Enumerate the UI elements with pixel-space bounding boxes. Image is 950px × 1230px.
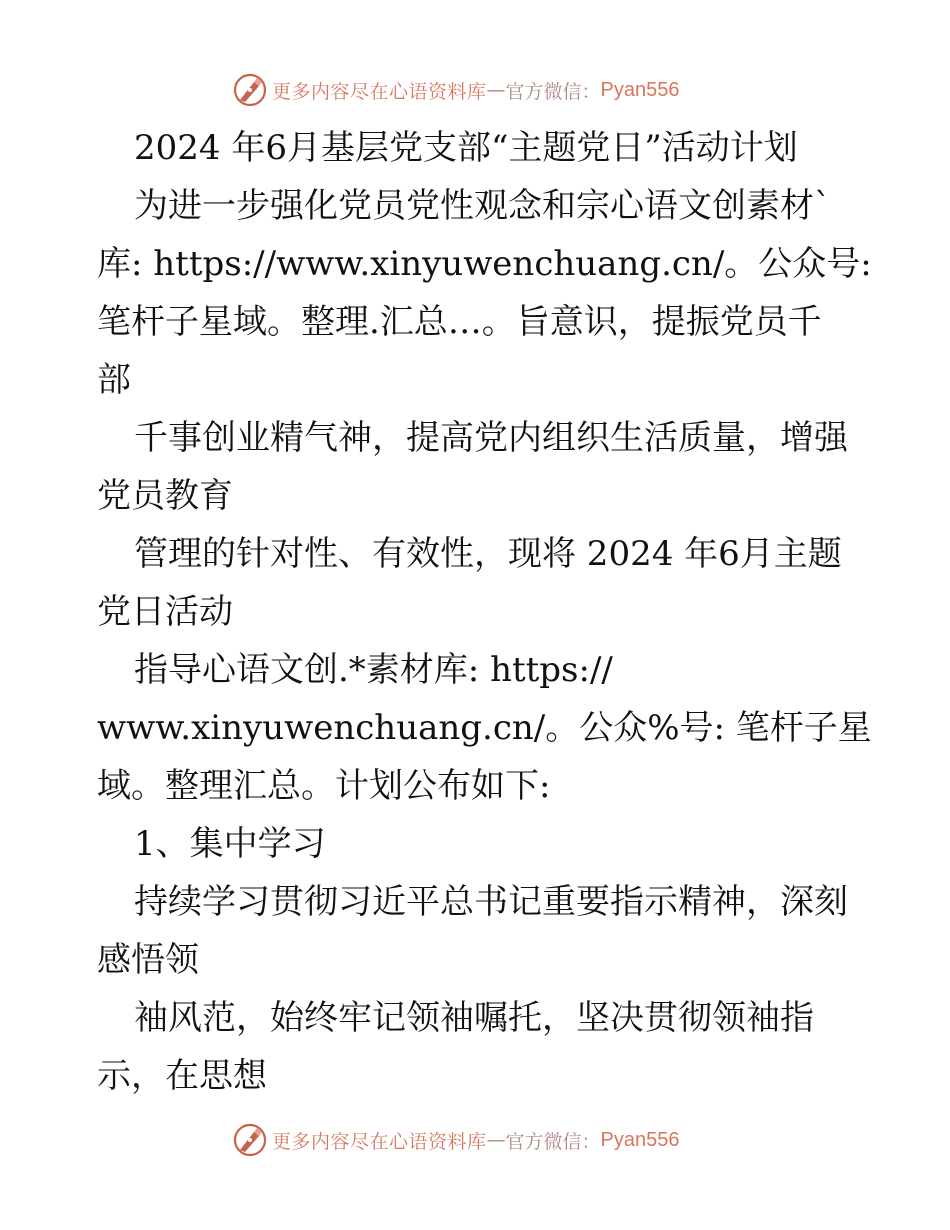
paragraph-line: 部 <box>97 360 131 400</box>
paragraph-line: 库: https://www.xinyuwenchuang.cn/。公众号: <box>97 244 872 284</box>
watermark-label: 官方微信： <box>505 1130 601 1153</box>
paragraph-line: www.xinyuwenchuang.cn/。公众%号: 笔杆子星 <box>97 708 872 748</box>
watermark-wechat-id: Pyan556 <box>600 1128 680 1151</box>
paragraph-line: 持续学习贯彻习近平总书记重要指示精神，深刻 <box>134 882 848 922</box>
watermark-dash: — <box>486 79 506 101</box>
watermark-main-text: 更多内容尽在心语资料库 <box>272 1130 487 1153</box>
section-heading: 1、集中学习 <box>134 824 326 864</box>
paragraph-line: 管理的针对性、有效性，现将 2024 年6月主题 <box>134 534 842 574</box>
document-title: 2024 年6月基层党支部“主题党日”活动计划 <box>134 128 798 168</box>
paragraph-line: 党日活动 <box>97 592 233 632</box>
footer-watermark <box>232 1120 680 1160</box>
paragraph-line: 感悟领 <box>97 940 199 980</box>
paragraph-line: 示，在思想 <box>97 1056 267 1096</box>
watermark-main-text: 更多内容尽在心语资料库 <box>272 80 487 103</box>
pen-logo-icon <box>232 72 268 108</box>
watermark-wechat-id: Pyan556 <box>600 78 680 101</box>
watermark-dash: — <box>486 1129 506 1151</box>
paragraph-line: 为进一步强化党员党性观念和宗心语文创素材` <box>134 186 831 226</box>
header-watermark <box>232 70 680 110</box>
paragraph-line: 千事创业精气神，提高党内组织生活质量，增强 <box>134 418 848 458</box>
paragraph-line: 袖风范，始终牢记领袖嘱托，坚决贯彻领袖指 <box>134 998 814 1038</box>
paragraph-line: 域。整理汇总。计划公布如下: <box>97 766 551 806</box>
paragraph-line: 党员教育 <box>97 476 233 516</box>
paragraph-line: 指导心语文创.*素材库: https:// <box>134 650 613 690</box>
pen-logo-icon <box>232 1122 268 1158</box>
paragraph-line: 笔杆子星域。整理.汇总…。旨意识，提振党员千 <box>97 302 822 342</box>
watermark-label: 官方微信： <box>505 80 601 103</box>
